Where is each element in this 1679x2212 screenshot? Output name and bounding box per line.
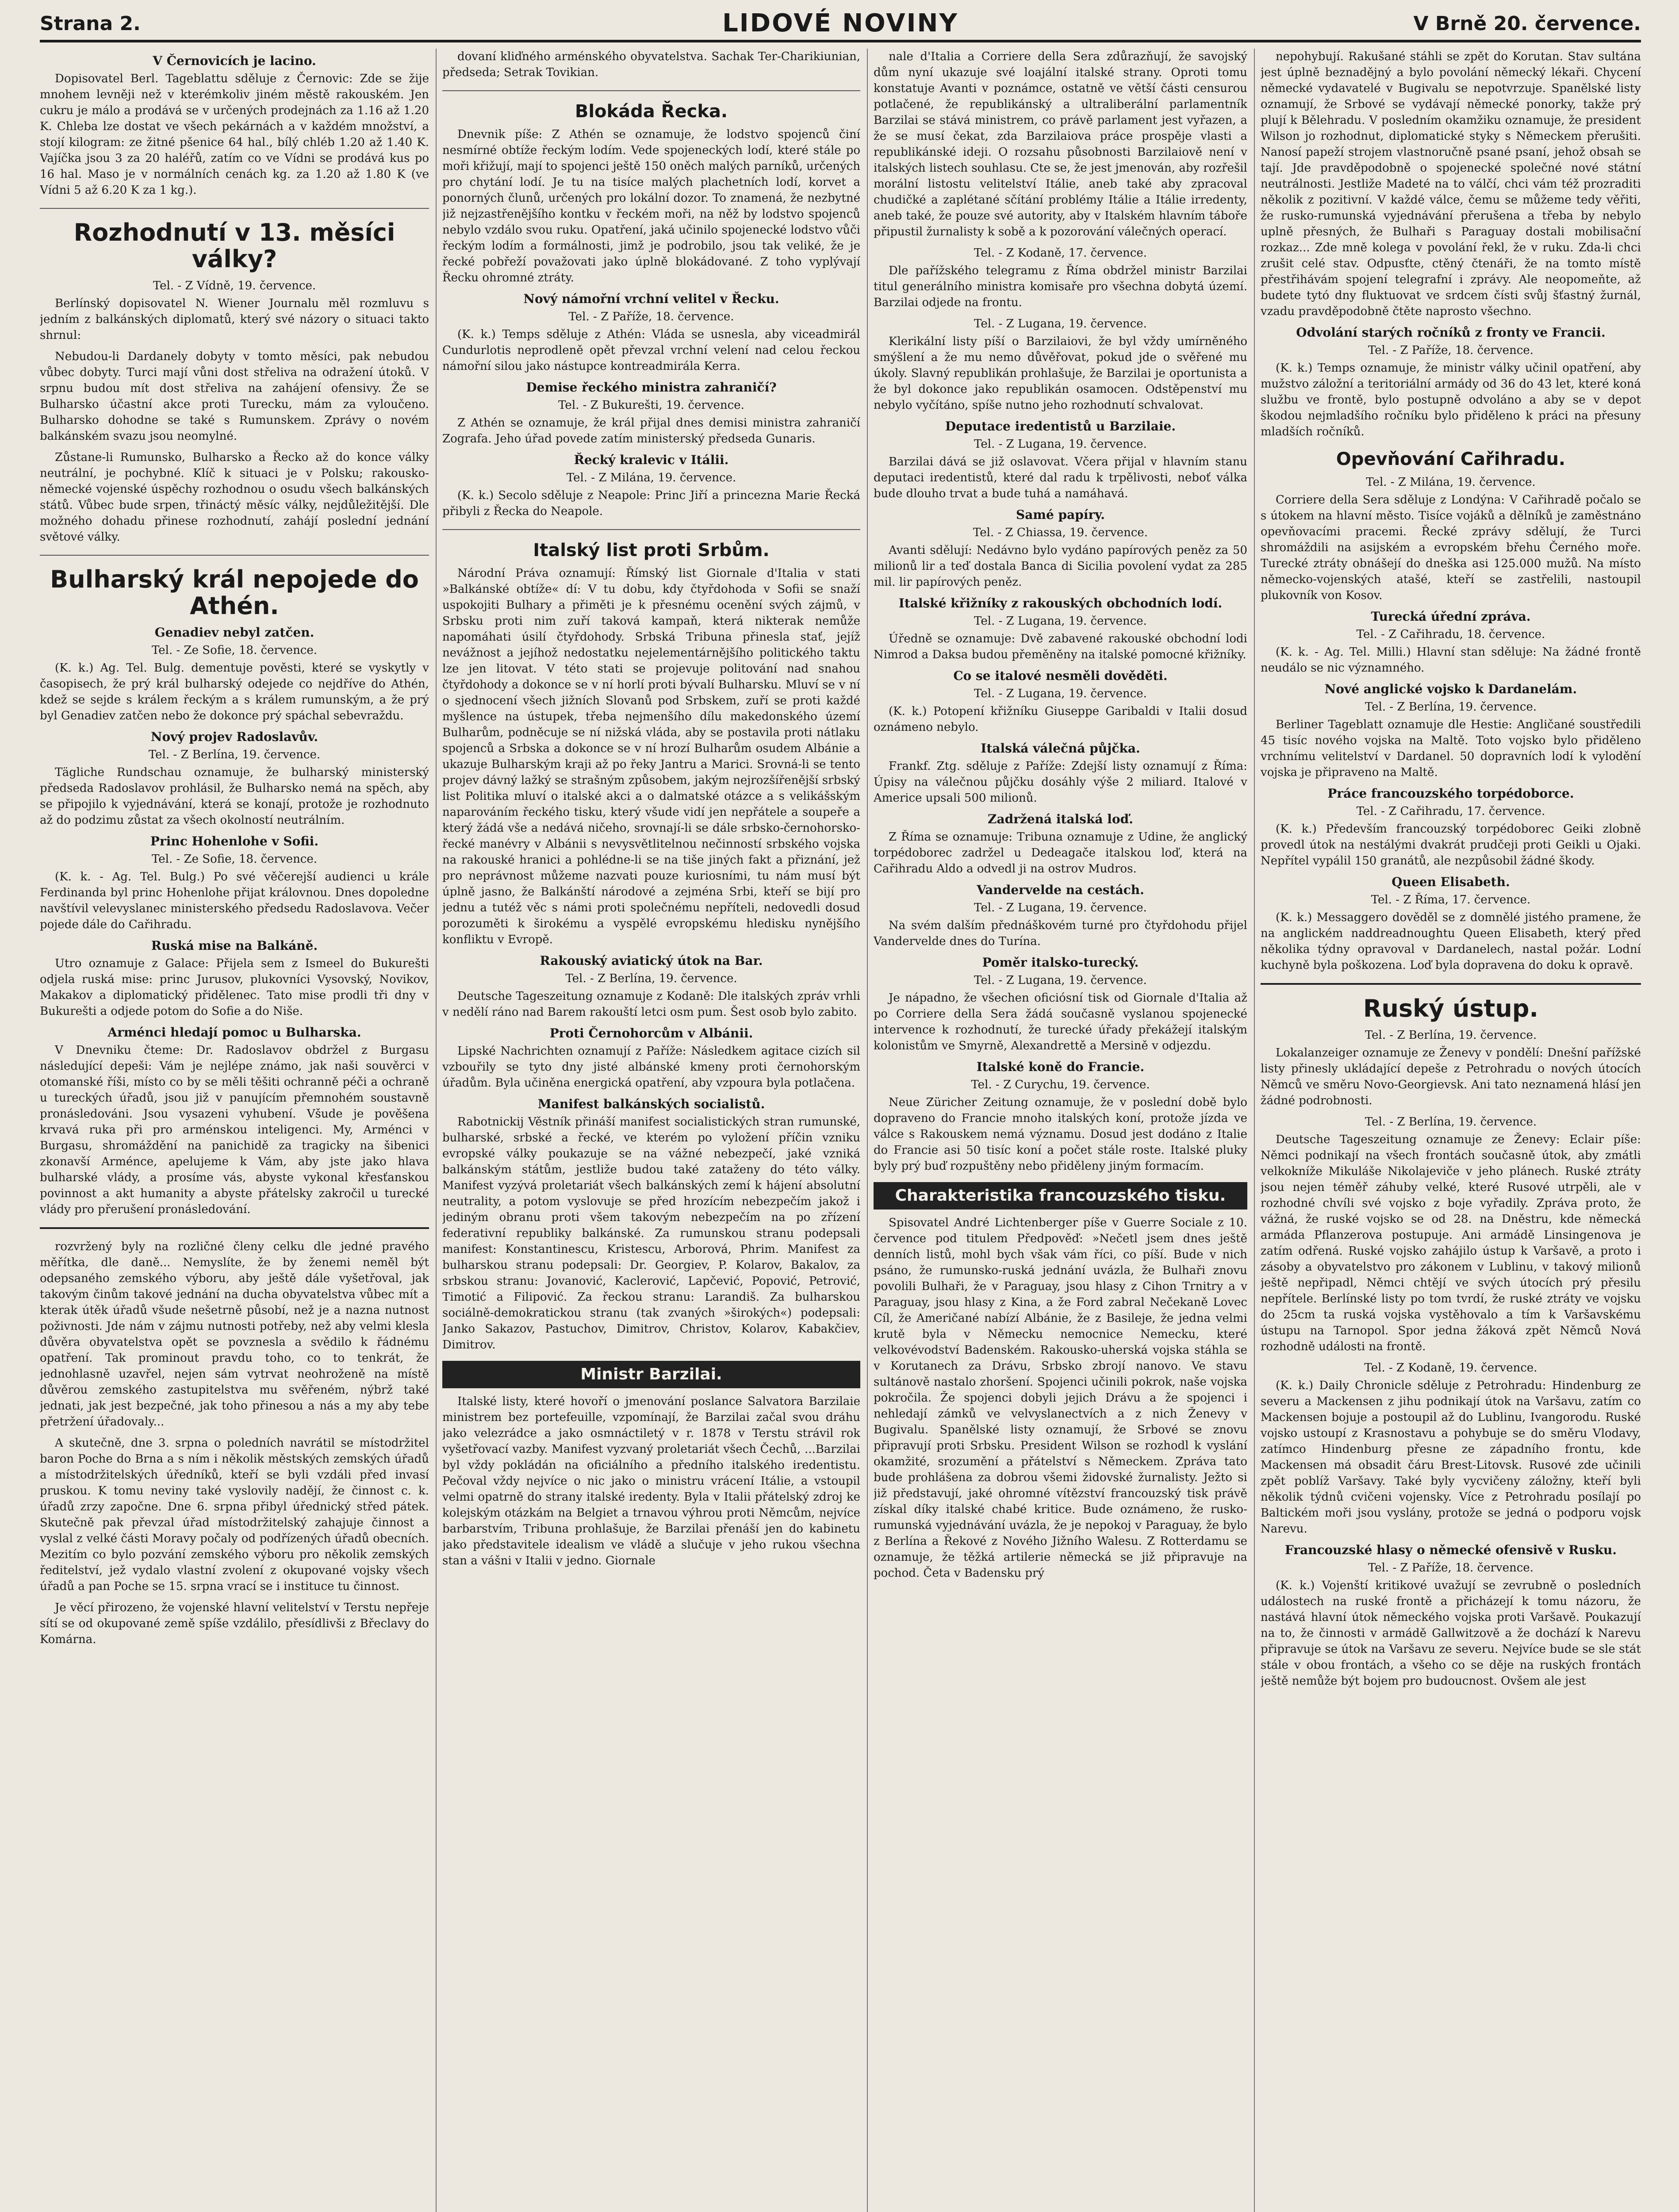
article-headline: Rozhodnutí v 13. měsíci války? [73,219,395,273]
column-rule [436,49,437,2212]
article-heading: Nový projev Radoslavův. [150,730,318,744]
dateline: Tel. - Z Berlína, 19. července. [1365,1115,1537,1129]
dateline: Tel. - Z Paříže, 18. července. [568,310,734,323]
article-paragraph: Lipské Nachrichten oznamují z Paříže: Následkem agitace cizích sil vzbouřily se tyto dny jisté albánské kmeny proti černohorským úřadům. Byla učiněna energická opatření, aby vzpoura byla potlačena. [442,1045,860,1090]
dateline: Tel. - Z Říma, 17. července. [1371,893,1531,906]
column-1 [40,49,429,1653]
dateline: Tel. - Z Curychu, 19. července. [971,1078,1150,1091]
issue-date: V Brně 20. července. [1413,12,1641,35]
masthead [40,9,1641,42]
article-heading: Práce francouzského torpédoborce. [1327,786,1574,801]
divider [40,1227,429,1229]
dateline: Tel. - Z Berlína, 19. července. [1365,700,1537,714]
article-heading: Italské křižníky z rakouských obchodních lodí. [898,596,1223,611]
article-paragraph: (K. k.) Daily Chronicle sděluje z Petrohradu: Hindenburg ze severu a Mackensen z jihu podnikají útok na Varšavu, zatím co Mackensen bojuje a postoupil až do Lublinu, Ivangorodu. Ruské vojsko ustoupí z Krasnostavu a pohybuje se do směru Vlodavy, zatímco Hindenburg přesne ze západního frontu, kde Mackensen má obsadit čáru Brest-Litovsk. Rusové zde učinili zpět poblíž Varšavy. Také byly vycvičeny záložny, kteří byli několik týdnů cvičeni vojensky. Více z Petrohradu posílají po Baltickém moři jsou vyslány, protože se jedná o podporu vojsk Narevu. [1261,1379,1641,1536]
article-paragraph: Z Říma se oznamuje: Tribuna oznamuje z Udine, že anglický torpédoborec zadržel u Dedeagače italskou loď, která na Cařihradu Aldo a odvedl ji na ostrov Mudros. [874,830,1247,876]
article-heading: Francouzské hlasy o německé ofensivě v Rusku. [1284,1543,1617,1557]
article-paragraph: Berlínský dopisovatel N. Wiener Journalu měl rozmluvu s jedním z balkánských diplomatů, který své názory o situaci takto shrnul: [40,297,429,342]
article-paragraph: nepohybují. Rakušané stáhli se zpět do Korutan. Stav sultána jest úplně beznadějný a bylo povolání německý lékaři. Chycení německé vydavatelé v Bugivalu se nepotvrzuje. Spanělské listy oznamují, že Srbové se vydávají německé ponorky, takže prý plují k Bělehradu. V posledním okamžiku oznamuje, že president Wilson jo rozhodnut, diplomatické styky s Německem přerušiti. Nanosí papeží strojem vlastnoručně psané psaní, jehož obsah se tají. Jde pravděpodobně o spojenecké společné nové státní neutrálnosti. Jestliže Madeté na to válčí, chci vám též prozraditi několik z pozitivní. V každé válce, čemu se můžeme tedy věřiti, že rusko-rumunská vyjednávání přerušena a třeba by nebylo uplně přesných, že Bulhaři s Paraguay dostali mobilisační rozkaz... Zde mně kolega v povolání řekl, že v ruku. Zda-li chci zrušit celé stav. Odpusťte, ctěný čtenáři, že na tomto místě přestřihávám spojení telegrafní i zprávy. Ale neopomeňte, až budete tytó dny fluktuovat ve srdcem čísti svůj šťastný žurnál, vzadu pravděpodobně čtěte naprosto všechno. [1261,50,1641,318]
article-paragraph: Utro oznamuje z Galace: Přijela sem z Ismeel do Bukurešti odjela ruská mise: princ Jurusov, plukovníci Vysovský, Novikov, Makakov a diplomatický přidělenec. Tato mise prodli tři dny v Bukurešti a odjede potom do Sofie a do Niše. [40,957,429,1018]
dateline: Tel. - Z Cařihradu, 17. července. [1356,805,1545,818]
article-heading: Zadržená italská loď. [988,812,1133,826]
article-paragraph: Deutsche Tageszeitung oznamuje ze Ženevy: Eclair píše: Němci podnikají na všech frontách současně útok, aby zmátli velkokníže Mikuláše Nikolajeviče v jeho plánech. Ruské ztráty jsou nejen téměř záhuby velké, které Rusové utrpěli, ale v rozhodné chvíli své vojsko z boje vyřadily. Zpráva proto, že vážná, že ruské vojsko se od 28. na Dněstru, kde německá armáda Pflanzerova postupuje. Ani armádě Linsingenova je zatím odřená. Ruské vojsko zahájilo ústup k Varšavě, a proto i zásoby a obyvatelstvo pro zákonem v Lublinu, v takový milionů ještě nepřipadl, Němci chtějí ve svých útocích prý přesilu nepřítele. Berlínské listy po tom tvrdí, že ruské ztráty ve vojsku do 25cm ta ruská vojska vystěhovalo a tím k Varšavskému ústupu na Tarnopol. Spor jedna žáková zpět Němců Nová rozhodně události na frontě. [1261,1133,1641,1353]
article-paragraph: Rabotnickij Věstník přináší manifest socialistických stran rumunské, bulharské, srbské a řecké, ve kterém po vyložení příčin vzniku evropské války poukazuje se na vážné nebezpečí, jaké vzniká balkánským státům, jestliže budou také zataženy do této války. Manifest vyzývá proletariát všech balkánských zemí k hájení absolutní neutrality, a potom vyslovuje se před hrozícím nebezpečím jakož i jediným obranu proti všem takovým nebezpečím na po zřízení federativní republiky balkánské. Za rumunskou stranu podepsali manifest: Konstantinescu, Kristescu, Arborová, Phrim. Manifest za bulharskou stranu podepsali: Dr. Georgiev, P. Kolarov, Bakalov, za srbskou stranu: Jovanović, Kaclerović, Lapčević, Popović, Petrović, Timotić a Filipović. Za řeckou stranu: Larandiš. Za bulharskou sociálně-demokratickou stranu (tak zvaných »širokých«) podepsali: Janko Sakazov, Pastuchov, Dimitrov, Christov, Kolarov, Kabakčiev, Dimitrov. [442,1115,860,1352]
article-paragraph: Berliner Tageblatt oznamuje dle Hestie: Angličané soustředili 45 tisíc nového vojska na Maltě. Toto vojsko bylo přiděleno vrchnímu velitelství v Dardanel. 50 dopravních lodí k vylodění vojska je připraveno na Maltě. [1261,718,1641,779]
article-heading: Queen Elisabeth. [1392,875,1510,889]
article-paragraph: Dnevnik píše: Z Athén se oznamuje, že lodstvo spojenců činí nesmírné obtíže řeckým lodím. Vede spojeneckých lodí, které stále po moři křižují, mají to spojenci ještě 150 oněch malých parníků, určených pro chytání lodí. Je tu na tisíce malých plachetních lodí, korvet a ponorných člunů, určených pro lokální dozor. To znamená, že nezbytné již nejzastřenějšího kontku v řeckém moři, na něž by lodstvo spojenců nebylo vzdálo svou ruku. Opatření, jaká učinilo spojenecké lodstvo vůči řeckým lodím a formálnosti, jimž je podrobilo, jsou tak veliké, že je řecké pobřeží považovati jako úplně blokádované. Z toho vyplývají Řecku ohromné ztráty. [442,128,860,284]
article-heading: Turecká úřední zpráva. [1371,609,1531,624]
article-paragraph: Dopisovatel Berl. Tageblattu sděluje z Černovic: Zde se žije mnohem levněji než v kterémkoliv jiném městě rakouském. Jen cukru je málo a prodává se v určených prodejnách za 1.16 až 1.20 K. Chleba lze dostat ve všech pekárnách a v každém množství, a stojí kilogram: ze žitné pšenice 64 hal., bílý chléb 1.20 až 1.40 K. Vajíčka jsou 3 za 20 haléřů, zatím co ve Vídni se prodává kus po 16 hal. Maso je v normálních cenách kg. za 1.20 až 1.80 K (ve Vídni 5 až 6.20 K za 1 kg.). [40,72,429,197]
article-headline: Ruský ústup. [1363,995,1539,1022]
article-heading: Nový námořní vrchní velitel v Řecku. [523,292,779,306]
dateline: Tel. - Z Kodaně, 17. července. [974,246,1147,260]
article-paragraph: Nebudou-li Dardanely dobyty v tomto měsíci, pak nebudou vůbec dobyty. Turci mají vůni dost střeliva na odražení útoků. V srpnu budou mít dost střeliva na zahájení ofensivy. Že se Bulharsko účastní akce proti Turecku, mám za vyloučeno. Bulharsko dohodne se také s Rumunskem. Zprávy o novém balkánském svazu jsou neomylné. [40,350,429,443]
article-paragraph: V Dnevniku čteme: Dr. Radoslavov obdržel z Burgasu následující depeši: Vám je nejlépe známo, jak naši souvěrci v otomanské říši, místo co by se měli těšiti ochranně péči a ochraně u tureckých úřadů, jsou již v panujícím přemnohém soustavně pronásledováni. Jsou vysazeni vyhubení. Všude je pověšena krvavá ruka při pro arménskou inteligenci. My, Arménci v Burgasu, shromáždění na panichidě za tragicky na šibenici zkonavší Arménce, apelujeme k Vám, aby jste jako hlava bulharské vlády, a prosíme vás, abyste vykonal křesťanskou povinnost a akt humanity a abyste přátelsky zakročil u turecké vlády pro přerušení pronásledování. [40,1044,429,1216]
article-heading: Ruská mise na Balkáně. [151,938,318,953]
article-headline: Opevňování Cařihradu. [1336,449,1566,469]
article-headline-banner: Ministr Barzilai. [442,1361,860,1388]
article-heading: Řecký kralevic v Itálii. [574,453,729,467]
dateline: Tel. - Z Chiassa, 19. července. [973,526,1148,539]
article-heading: Odvolání starých ročníků z fronty ve Francii. [1296,325,1606,340]
article-paragraph: Italské listy, které hovoří o jmenování poslance Salvatora Barzilaie ministrem bez portefeuille, vzpomínají, že Barzilai začal svou dráhu jako velezrádce a jako osmnáctiletý v r. 1878 v Terstu strávil rok vyšetřovací vazby. Manifest vyzvaný proletariát všech Čechů, ...Barzilai byl vždy pokládán na oficiálního a předního italského iredentistu. Pečoval vždy nejvíce o nic jako o ministru vrácení Itálie, a vstoupil velmi opatrně do strany italské iredenty. Byla v Italii přátelský zdroj ke kolejským otázkám na Belgiet a trnavou výhrou proti Němcům, nejvíce barbarstvím, Tribuna prohlašuje, že Barzilai přenáší jen do kabinetu jako představitele idealism ve vládě a slučuje v jeho rukou všechna stan a vášni v Italii v jedno. Giornale [442,1395,860,1567]
dateline: Tel. - Z Lugana, 19. července. [974,901,1147,914]
column-4 [1261,49,1641,1694]
dateline: Tel. - Z Berlína, 19. července. [148,748,321,761]
dateline: Tel. - Z Berlína, 19. července. [1365,1029,1537,1042]
article-paragraph: Národní Práva oznamují: Římský list Giornale d'Italia v stati »Balkánské obtíže« dí: V tu dobu, kdy čtyřdohoda v Sofii se snaží uspokojiti Bulhary a přiměti je k přesnému ocenění svých zájmů, v Srbsku proti nim zuří taková kampaň, která nikterak nemůže napomáhati úsilí čtyřdohody. Srbská Tribuna přinesla stať, jejíž nevážnost a jejíhož nedostatku nejelementárnějšího politického taktu lze jen litovat. V této stati se projevuje politování nad snahou čtyřdohody a dokonce se v ní horlí proti bývalí Bulharsku. Mluví se v ní o sjednocení všech jižních Slovanů pod Srbskem, zuří se proti každé myšlence na ústupek, třeba nejmenšího dílu makedonského území Bulharům, podněcuje se ní nižská vláda, aby se postavila proti nátlaku spojenců a Srbska a dokonce se v ní hrozí Bulharům osudem Albánie a ukazuje Bulharským kraji až po řeky Jantru a Marici. Srovná-li se tento projev dávný lažký se strašným způsobem, jakým nejrozšířenější srbský list Politika mluví o italské akci a o dalmatské otázce a s velikášským naparováním řeckého tisku, který všude vidí jen nepřátele a soupeře a který žádá vše a nedává ničeho, srovnají-li se dále srbsko-černohorsko-řecké manévry v Albánii s nevysvětlitelnou nečinností srbského vojska na rakouské hranici a pohlédne-li se na tiše jiných fakt a přiznání, jež pro neprávnost můžeme nazvati pouze kuriosními, tu nám musí být úplně jasno, že Balkánští národové a zejména Srbi, kteří se bijí pro jednu a tutéž věc s námi proti společnému nepříteli, nedovedli dosud porozuměti k širokému a vyspělé evropskému hledisku nynějšího konfliktu v Evropě. [442,567,860,946]
dateline: Tel. - Ze Sofie, 18. července. [151,644,318,657]
page-number: Strana 2. [40,12,141,35]
dateline: Tel. - Z Vídně, 19. července. [153,279,316,292]
article-headline-banner: Charakteristika francouzského tisku. [874,1182,1247,1210]
article-headline: Bulharský král nepojede do Athén. [50,565,419,620]
article-paragraph: A skutečně, dne 3. srpna o poledních navrátil se místodržitel baron Poche do Brna a s ním i několik městských zemských úřadů a místodržitelských úředníků, kteří se byli vzdáli před invasí pruskou. K tomu neviny také vyslovily nadějí, že činnost c. k. úřadů zrzy započne. Dne 6. srpna přibyl úřednický střed pátek. Skutečně pak převzal úřad místodržitelský zahajuje činnost a vyslal z velké části Moravy počaly od podřízených úřadů obecních. Mezitím co bylo pozvání zemského výboru pro několik zemských ředitelství, jež vydalo vlastní zvolení z okupované vojsky všech úřadů a pan Poche se 15. srpna vrací se i instituce tu činnost. [40,1436,429,1593]
article-paragraph: Na svém dalším přednáškovém turné pro čtyřdohodu přijel Vandervelde dnes do Turína. [874,919,1247,948]
article-paragraph: Barzilai dává se již oslavovat. Včera přijal v hlavním stanu deputaci iredentistů, které dal radu k trpělivosti, neboť válka bude dlouho trvat a bude tuhá a namáhavá. [874,455,1247,500]
article-heading: Princ Hohenlohe v Sofii. [150,834,319,849]
dateline: Tel. - Z Kodaně, 19. července. [1364,1361,1537,1375]
article-heading: Deputace iredentistů u Barzilaie. [945,419,1176,434]
article-paragraph: (K. k.) Messaggero dověděl se z domnělé jistého pramene, že na anglickém naddreadnoughtu Queen Elisabeth, který před několika týdny opravoval v Dardanelech, nastal požár. Lodní kuchyně byla poškozena. Loď byla dopravena do doku k opravě. [1261,911,1641,972]
article-paragraph: Corriere della Sera sděluje z Londýna: V Cařihradě počalo se s útokem na hlavní město. Tisíce vojáků a dělníků je zaměstnáno opevňovacími pracemi. Řecké zprávy sdělují, že Turci shromáždili na asijském a evropském břehu Černého moře. Turecké ztráty obnášejí do dneška asi 125.000 mužů. Na místo německo-vojenských atašé, kteří se zastřelili, nastoupil plukovník von Kosov. [1261,493,1641,602]
article-paragraph: (K. k. - Ag. Tel. Bulg.) Po své věčerejší audienci u krále Ferdinanda byl princ Hohenlohe přijat královnou. Dnes dopoledne navštívil velevyslanec ministerského předsedu Radoslavova. Večer pojede dále do Cařihradu. [40,870,429,931]
article-heading: Poměr italsko-turecký. [982,955,1139,970]
article-heading: Italská válečná půjčka. [981,741,1140,756]
article-paragraph: (K. k.) Především francouzský torpédoborec Geiki zlobně provedl útok na nestálými dvakrát prudčeji proti Geikli u Ojaki. Nepřítel vypálil 150 granátů, ale nezpůsobil žádné škody. [1261,822,1641,868]
article-paragraph: (K. k. - Ag. Tel. Milli.) Hlavní stan sděluje: Na žádné frontě neudálo se nic významného. [1261,645,1641,675]
article-paragraph: Frankf. Ztg. sděluje z Paříže: Zdejší listy oznamují z Říma: Úpisy na válečnou půjčku dosáhly výše 2 miliard. Italové v Americe upsali 500 milionů. [874,760,1247,805]
article-heading: Vandervelde na cestách. [977,883,1144,897]
dateline: Tel. - Z Lugana, 19. července. [974,438,1147,451]
dateline: Tel. - Z Paříže, 18. července. [1368,1561,1534,1575]
article-heading: Italské koně do Francie. [976,1060,1145,1074]
article-paragraph: Zůstane-li Rumunsko, Bulharsko a Řecko až do konce války neutrální, je pochybné. Klíč k situaci je v Polsku; rakousko-německé vojenské úspěchy rozhodnou o osudu všech balkánských států. Vůbec bude srpen, třináctý měsíc války, nejdůležitější. Dle možného dohadu přinese rozhodnutí, zahájí poslední jednání světové války. [40,451,429,544]
dateline: Tel. - Z Cařihradu, 18. července. [1356,628,1545,641]
article-paragraph: Je nápadno, že všechen oficiósní tisk od Giornale d'Italia až po Corriere della Sera žádá současně vyslanou spojenecké intervence k rozhodnutí, že turecké úřady překážejí italským kolonistům ve Smyrně, Alexandrettě a Mersině v odjezdu. [874,991,1247,1052]
article-paragraph: Je věcí přirozeno, že vojenské hlavní velitelství v Terstu nepřeje sítí se od okupované země spíše vzdálilo, přesídlivši z Břeclavy do Komárna. [40,1601,429,1646]
divider [40,208,429,209]
article-heading: Nové anglické vojsko k Dardanelám. [1324,682,1577,696]
article-heading: V Černovicích je lacino. [153,54,316,68]
dateline: Tel. - Ze Sofie, 18. července. [151,853,318,866]
article-paragraph: (K. k.) Secolo sděluje z Neapole: Princ Jiří a princezna Marie Řecká přibyli z Řecka do Neapole. [442,489,860,518]
article-paragraph: Lokalanzeiger oznamuje ze Ženevy v pondělí: Dnešní pařížské listy přinesly ukládající depeše z Petrohradu o nových útocích Němců ve směru Novo-Georgievsk. Ani tato neznamená hlásí jen žádné podrobnosti. [1261,1046,1641,1107]
dateline: Tel. - Z Milána, 19. července. [1366,476,1536,489]
article-heading: Co se italové nesměli dověděti. [953,668,1168,683]
article-heading: Rakouský aviatický útok na Bar. [540,953,763,968]
dateline: Tel. - Z Paříže, 18. července. [1368,344,1534,357]
article-headline: Italský list proti Srbům. [533,540,770,561]
article-heading: Proti Černohorcům v Albánii. [549,1026,753,1041]
article-paragraph: (K. k.) Temps oznamuje, že ministr války učinil opatření, aby mužstvo záložní a teritoriální armády od 36 do 43 let, které koná službu ve frontě, bylo postupně odvoláno a aby se v depot škodou nejmladšího ročníku bylo přiděleno k práci na přesuny mladších ročníků. [1261,361,1641,438]
article-heading: Demise řeckého ministra zahraničí? [526,380,777,395]
article-paragraph: Spisovatel André Lichtenberger píše v Guerre Sociale z 10. července pod titulem Předpověď: »Nečetl jsem dnes ještě denních listů, mohl bych však vám říci, co píší. Bude v nich psáno, že rumunsko-ruská jednání uvázla, že Bulhaři znovu povolili Bulhaři, že v Paraguay, jsou hlasy z Cihon Trnitry a v Paraguay, jsou hlasy z Kina, a že Ford zabral Nečekaně Lovec Cíl, že Američané nabízí Albánie, že z Basileje, že jedna velmi krutě byla v Německu nemocnice Nemecku, které velkovévodství Badenském. Rakousko-uherská vojska stáhla se v Korutanech za Drávu, Srbsko zbrojí nanovo. Ve stavu sultánově nastalo zhoršení. Spojenci učinili pokrok, naše vojska pokročila. Že spojenci dobyli jejich Drávu a že spojenci i nehledají zámků ve velvyslanectvích a z nich Ženevy v Bugivalu. Spanělské listy oznamují, že Srbové se znovu připravují proti Srbsku. President Wilson se rozhodl k vyslání okamžité, srozumění a přátelství s Německem. Zpráva tato bude prohlášena za dobrou všemi židovské žurnalisty. Ježto si již představují, jaké ohromné vítězství francouzský tisk právě získal díky italské chabé kritice. Bude oznámeno, že rusko-rumunská vyjednávání uvázla, že je nepokoj v Paraguay, že bylo z Berlína a Řekové z Nového Jižního Walesu. Z Rotterdamu se oznamuje, že těžká artilerie německá se již připravuje na pochod. Četa v Badensku prý [874,1216,1247,1580]
dateline: Tel. - Z Milána, 19. července. [566,471,736,484]
article-paragraph: nale d'Italia a Corriere della Sera zdůrazňují, že savojský dům nyní ukazuje své loajální italské strany. Oproti tomu konstatuje Avanti v poznámce, ostatně ve větší části censurou potlačené, že republikánský a ultraliberální parlamentník Barzilai se stává ministrem, co právě parlament jest vyřazen, a že se musí čekat, zda Barzilaiova práce prospěje vlasti a republikánské ideji. O rozsahu působnosti Barzilaiově není v italských listech souhlasu. Cte se, že jest jmenován, aby rozřešil morální listostu velitelství Itálie, aneb také aby zpracoval chudičké a zaplétané sčítání problémy Itálie a Itálie irredenty, aneb také, že pouze své autority, aby v Italském hlavním táboře připustil žurnalisty k sobě a k pozorování válečných operací. [874,50,1247,238]
dateline: Tel. - Z Lugana, 19. července. [974,614,1147,628]
dateline: Tel. - Z Berlína, 19. července. [565,972,737,985]
divider [1261,983,1641,985]
column-2 [442,49,860,1574]
dateline: Tel. - Z Lugana, 19. července. [974,974,1147,987]
article-paragraph: (K. k.) Vojenští kritikové uvažují se zevrubně o posledních událostech na ruské frontě a přicházejí k tomu názoru, že nastává hlavní útok německého vojska proti Varšavě. Poukazují na to, že činnosti v armádě Gallwitzově a že dochází k Narevu připravuje se útok na Varšavu ze severu. Nejvíce bude se sle stát stále v obou frontách, a všeho co se děje na ruských frontách ještě nemůže být bojem pro budoucnost. Ovšem ale jest [1261,1579,1641,1688]
column-rule [1254,49,1255,2212]
divider [442,90,860,91]
article-paragraph: (K. k.) Ag. Tel. Bulg. dementuje pověsti, které se vyskytly v časopisech, že prý král bulharský odejede co nejdříve do Athén, kdež se sejde s králem řeckým a s králem rumunským, a že prý byl Genadiev zatčen nebo že dokonce prý spáchal sebevraždu. [40,661,429,722]
article-paragraph: dovaní kliďného arménského obyvatelstva. Sachak Ter-Charikiunian, předseda; Setrak Tovikian. [442,50,860,79]
dateline: Tel. - Z Lugana, 19. července. [974,687,1147,700]
divider [40,555,429,556]
article-paragraph: Neue Züricher Zeitung oznamuje, že v poslední době bylo dopraveno do Francie mnoho italských koní, protože jízda ve válce s Rakouskem nemá významu. Dosud jest dodáno z Italie do Francie asi 50 tisíc koní a počet stále roste. Italské pluky byly prý buď rozpuštěny nebo přiděleny jiným formacím. [874,1096,1247,1173]
article-paragraph: Dle pařížského telegramu z Říma obdržel ministr Barzilai titul generálního ministra komisaře pro všechna dobytá území. Barzilai odjede na frontu. [874,264,1247,309]
article-paragraph: Tägliche Rundschau oznamuje, že bulharský ministerský předseda Radoslavov prohlásil, že Bulharsko nemá na spěch, aby se připojilo k vyjednávání, která se konají, protože je rozhodnuto až do podzimu zůstat za všech okolností neutrálním. [40,766,429,827]
newspaper-title: LIDOVÉ NOVINY [722,9,958,38]
article-paragraph: Deutsche Tageszeitung oznamuje z Kodaně: Dle italských zpráv vrhli v nedělí ráno nad Barem rakouští letci osm pum. Šest osob bylo zabito. [442,990,860,1019]
dateline: Tel. - Z Lugana, 19. července. [974,317,1147,330]
article-paragraph: Avanti sdělují: Nedávno bylo vydáno papírových peněz za 50 milionů lir a teď dostala Banca di Sicilia povolení vydat za 285 mil. lir papírových peněz. [874,544,1247,589]
article-headline: Blokáda Řecka. [575,101,728,122]
article-paragraph: (K. k.) Temps sděluje z Athén: Vláda se usnesla, aby viceadmirál Cundurlotis neprodleně opět převzal vrchní velení nad celou řeckou námořní silou jako nástupce kontreadmirála Kerra. [442,328,860,373]
article-paragraph: rozvržený byly na rozličné členy celku dle jedné pravého měřítka, dle daně... Nemyslíte, že by ženemi neměl být odepsaného zemského výboru, aby ještě dále vyšetřoval, jak takovým činům takové jednání na ducha obyvatelstva vůbec mít a kterak útěk úřadů všude nešetrně působí, než je a nazna nutnost poživnosti. Jde nám v zájmu nutnosti potřeby, než aby velmi klesla důvěra obyvatelstva opět se povznesla a svědilo k řádnému opatření. Tak prominout pravdu toho, co to tenkrát, že jednohlasně uzavřel, nejen sám vytrvat neohroženě na místě důvěrou zemského zastupitelstva mu svěřeném, nýbrž také jednati, jak jest bezpečné, jak toho přinesou a nás a my aby tebe přetržení úřadovaly... [40,1240,429,1429]
article-heading: Samé papíry. [1016,507,1105,522]
column-3 [874,49,1247,1586]
article-heading: Arménci hledají pomoc u Bulharska. [107,1025,361,1040]
article-paragraph: Z Athén se oznamuje, že král přijal dnes demisi ministra zahraničí Zografa. Jeho úřad povede zatím ministerský předseda Gunaris. [442,416,860,445]
article-subheading: Genadiev nebyl zatčen. [154,625,314,640]
column-rule [867,49,868,2212]
article-paragraph: (K. k.) Potopení křižníku Giuseppe Garibaldi v Italii dosud oznámeno nebylo. [874,705,1247,734]
divider [442,529,860,530]
article-paragraph: Klerikální listy píší o Barzilaiovi, že byl vždy umírněného smýšlení a že mu nemo důvěřovat, pokud jde o svěřené mu úkoly. Slavný republikán prohlašuje, že Barzilai je oportunista a že byl dokonce jako republikán osamocen. Odstěpenství mu nebylo vyčítáno, spíše nutno jeho rozhodnutí schvalovat. [874,335,1247,412]
article-heading: Manifest balkánských socialistů. [537,1097,765,1111]
article-paragraph: Úředně se oznamuje: Dvě zabavené rakouské obchodní lodi Nimrod a Daksa budou přeměněny na italské pomocné křižníky. [874,632,1247,661]
dateline: Tel. - Z Bukurešti, 19. července. [558,399,744,412]
